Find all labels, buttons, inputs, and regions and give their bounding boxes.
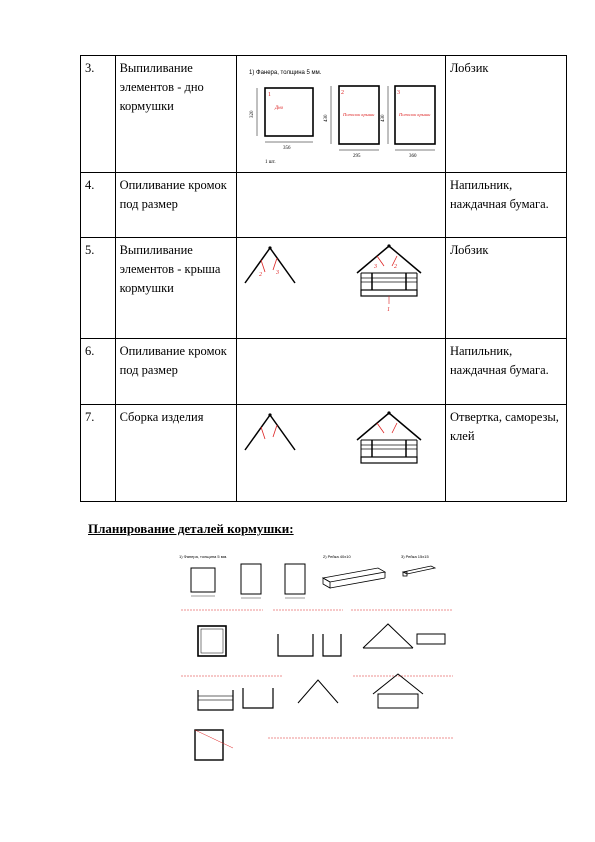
part-number: 2: [393, 264, 397, 270]
dimension-label: 295: [352, 154, 361, 159]
operations-table: [80, 55, 567, 502]
parts-drawing: [236, 56, 445, 173]
operation-text: Сборка изделия: [115, 405, 236, 502]
table-row: [81, 56, 567, 173]
empty-cell: [236, 339, 445, 405]
operation-text: Опиливание кромок под размер: [115, 173, 236, 238]
row-number: 4.: [81, 173, 116, 238]
section-heading: Планирование деталей кормушки:: [88, 521, 294, 536]
table-row: [81, 405, 567, 502]
tool-text: Отвертка, саморезы, клей: [445, 405, 566, 502]
plywood-label: 1) Фанера, толщина 5 мм.: [248, 70, 322, 76]
tool-text: Лобзик: [445, 56, 566, 173]
part-number: 1: [386, 307, 390, 313]
sheet-title: 1) Фанера, толщина 5 мм.: [179, 554, 228, 559]
dimension-label: 360: [408, 154, 417, 159]
table-row: [81, 339, 567, 405]
part-number: 3: [373, 264, 377, 270]
plywood-parts-diagram: [237, 56, 442, 172]
assembly-diagram: [237, 405, 442, 501]
part-number: 2: [340, 90, 344, 96]
table-row: [81, 173, 567, 238]
quantity-label: 1 шт.: [264, 160, 276, 165]
operation-text: Выпиливание элементов - крыша кормушки: [115, 238, 236, 339]
dimension-label: 430: [323, 114, 329, 122]
dimension-label: 320: [249, 110, 255, 118]
row-number: 5.: [81, 238, 116, 339]
roof-drawing: [236, 238, 445, 339]
planning-sheet-image: [173, 548, 469, 772]
planning-sheet-diagram: [173, 548, 469, 772]
assembly-drawing: [236, 405, 445, 502]
operation-text: Опиливание кромок под размер: [115, 339, 236, 405]
part-label: Дно: [274, 106, 283, 111]
dimension-label: 356: [282, 146, 291, 151]
empty-cell: [236, 173, 445, 238]
part-number: 3: [396, 90, 400, 96]
part-label: Потолок крыши: [398, 112, 430, 117]
part-number: 1: [267, 92, 271, 98]
tool-text: Напильник, наждачная бумага.: [445, 339, 566, 405]
tool-text: Лобзик: [445, 238, 566, 339]
part-number: 2: [258, 272, 262, 278]
sheet-title: 2) Рейка 40x10: [323, 554, 351, 559]
row-number: 6.: [81, 339, 116, 405]
tool-text: Напильник, наждачная бумага.: [445, 173, 566, 238]
operation-text: Выпиливание элементов - дно кормушки: [115, 56, 236, 173]
part-number: 3: [275, 270, 279, 276]
part-label: Потолок крыши: [342, 112, 374, 117]
row-number: 3.: [81, 56, 116, 173]
roof-diagram: [237, 238, 442, 338]
sheet-title: 3) Рейка 15x15: [401, 554, 429, 559]
dimension-label: 430: [380, 114, 386, 122]
table-row: [81, 238, 567, 339]
row-number: 7.: [81, 405, 116, 502]
